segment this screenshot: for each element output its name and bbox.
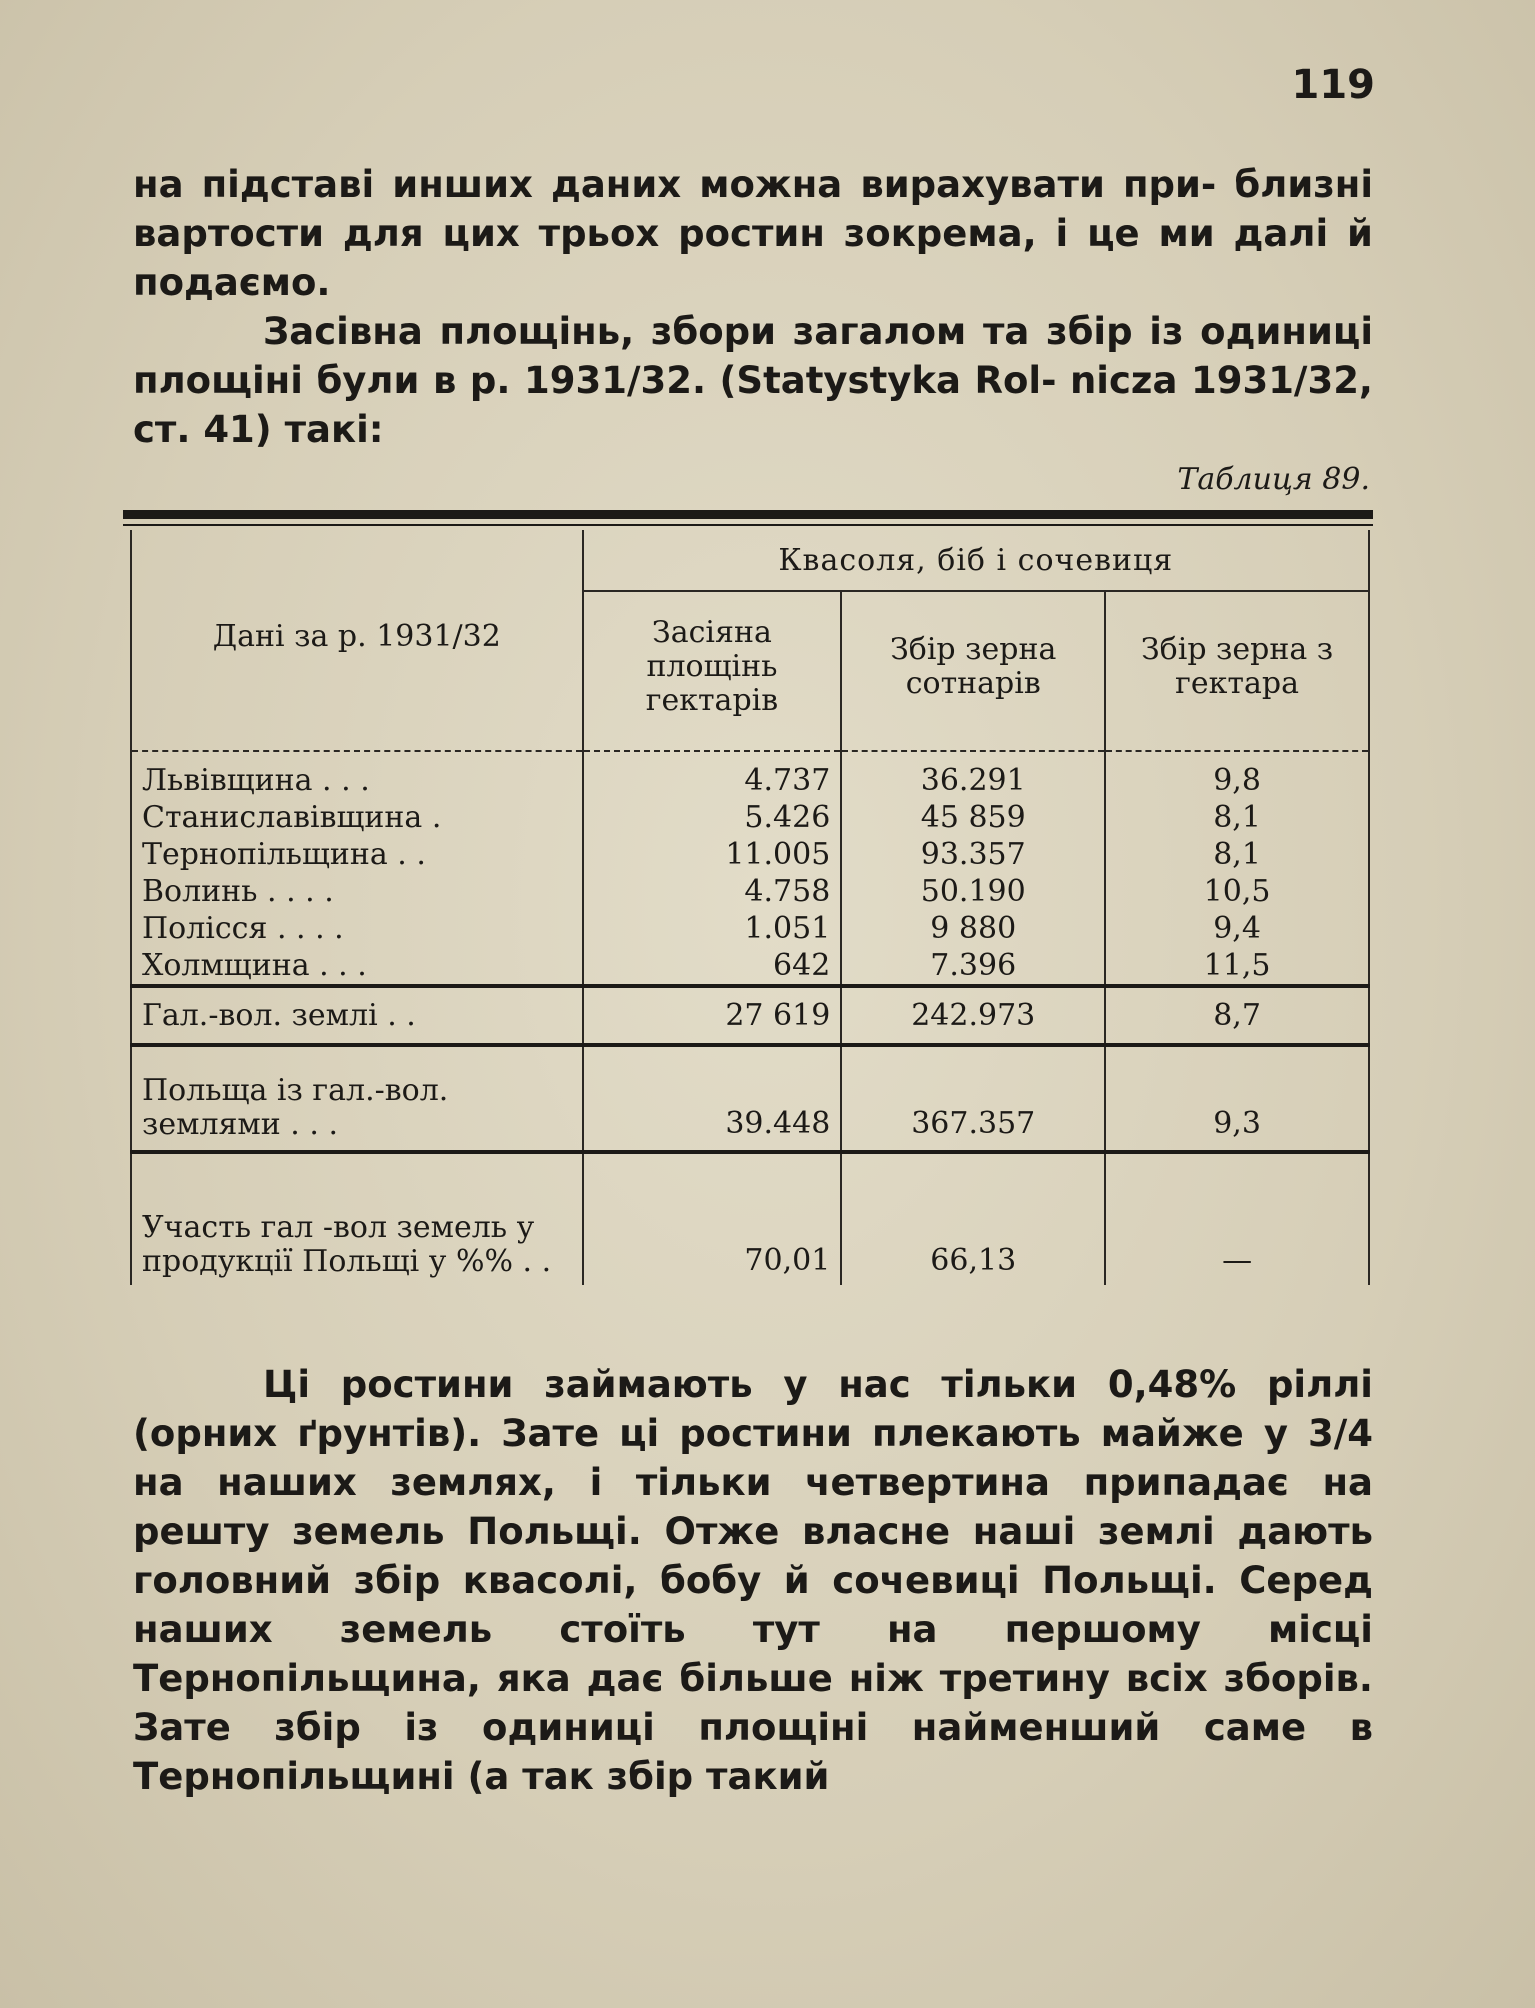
table-row <box>131 873 1369 910</box>
total-value: 45 859 <box>841 799 1105 836</box>
paragraph-bottom: Ці ростини займають у нас тільки 0,48% ріллі (орних ґрунтів). Зате ці ростини плекають майже у 3/4 на наших землях, і тільки четвертина припадає на решту земель Польщі. Отже власне наші землі дають головний збір квасолі, бобу й сочевиці Польщі. Серед наших земель стоїть тут на першому місці Тернопільщина, яка дає більше ніж третину всіх зборів. Зате збір із одиниці площіні найменший саме в Тернопільщині (а так збір такий <box>133 1363 1373 1798</box>
page-number: 119 <box>1291 62 1375 108</box>
total-value: 7.396 <box>841 947 1105 986</box>
per-ha-value: 8,7 <box>1105 986 1369 1045</box>
table-row-share <box>131 1152 1369 1285</box>
total-value: 9 880 <box>841 910 1105 947</box>
area-value: 27 619 <box>583 986 842 1045</box>
table-row <box>131 751 1369 799</box>
total-value: 66,13 <box>841 1152 1105 1285</box>
group-header: Квасоля, біб і сочевиця <box>583 530 1369 591</box>
total-value: 242.973 <box>841 986 1105 1045</box>
row-header: Дані за р. 1931/32 <box>131 530 583 742</box>
poland-name: Польща із гал.-вол. землями . . . <box>131 1045 583 1152</box>
per-ha-value: 10,5 <box>1105 873 1369 910</box>
per-ha-value: 9,3 <box>1105 1045 1369 1152</box>
per-ha-value: 11,5 <box>1105 947 1369 986</box>
table-row <box>131 910 1369 947</box>
area-value: 1.051 <box>583 910 842 947</box>
per-ha-value: — <box>1105 1152 1369 1285</box>
region-name: Полісся . . . . <box>131 910 583 947</box>
area-value: 4.758 <box>583 873 842 910</box>
paragraph-top <box>133 160 1373 454</box>
region-name: Холмщина . . . <box>131 947 583 986</box>
share-name: Участь гал -вол земель у продукції Польщі у %% . . <box>131 1152 583 1285</box>
total-value: 367.357 <box>841 1045 1105 1152</box>
table-header-row <box>131 530 1369 591</box>
header-separator <box>131 742 1369 751</box>
area-value: 4.737 <box>583 751 842 799</box>
col-area-header: Засіяна площінь гектарів <box>583 591 842 742</box>
per-ha-value: 9,8 <box>1105 751 1369 799</box>
sum-name: Гал.-вол. землі . . <box>131 986 583 1045</box>
area-value: 70,01 <box>583 1152 842 1285</box>
paragraph-top-line: Засівна площінь, збори загалом та збір із <box>263 310 1184 353</box>
table-row-poland <box>131 1045 1369 1152</box>
per-ha-value: 8,1 <box>1105 836 1369 873</box>
area-value: 39.448 <box>583 1045 842 1152</box>
region-name: Станиславівщина . <box>131 799 583 836</box>
region-name: Волинь . . . . <box>131 873 583 910</box>
area-value: 5.426 <box>583 799 842 836</box>
area-value: 11.005 <box>583 836 842 873</box>
area-value: 642 <box>583 947 842 986</box>
paragraph-top-line: близні вартости для цих трьох ростин зокрема, і це <box>133 163 1373 255</box>
per-ha-value: 9,4 <box>1105 910 1369 947</box>
table-row <box>131 799 1369 836</box>
paragraph-top-line: на підставі инших даних можна вирахувати при- <box>133 163 1217 206</box>
total-value: 36.291 <box>841 751 1105 799</box>
table-caption: Таблиця 89. <box>1177 462 1370 497</box>
col-yield-total-header: Збір зерна сотнарів <box>841 591 1105 742</box>
table-top-rule <box>123 510 1373 519</box>
total-value: 93.357 <box>841 836 1105 873</box>
total-value: 50.190 <box>841 873 1105 910</box>
per-ha-value: 8,1 <box>1105 799 1369 836</box>
crop-statistics-table <box>130 530 1370 1285</box>
paragraph-top-line: nicza 1931/32, ст. 41) такі: <box>133 359 1373 451</box>
table-row <box>131 947 1369 986</box>
paragraph-top-line: одиниці площіні були в р. 1931/32. (Statystyka Rol- <box>133 310 1373 402</box>
region-name: Львівщина . . . <box>131 751 583 799</box>
table-top-rule-thin <box>123 524 1373 526</box>
region-name: Тернопільщина . . <box>131 836 583 873</box>
table-row-sum <box>131 986 1369 1045</box>
table-row <box>131 836 1369 873</box>
col-yield-ha-header: Збір зерна з гектара <box>1105 591 1369 742</box>
paragraph-top-line: ми далі й подаємо. <box>133 212 1373 304</box>
